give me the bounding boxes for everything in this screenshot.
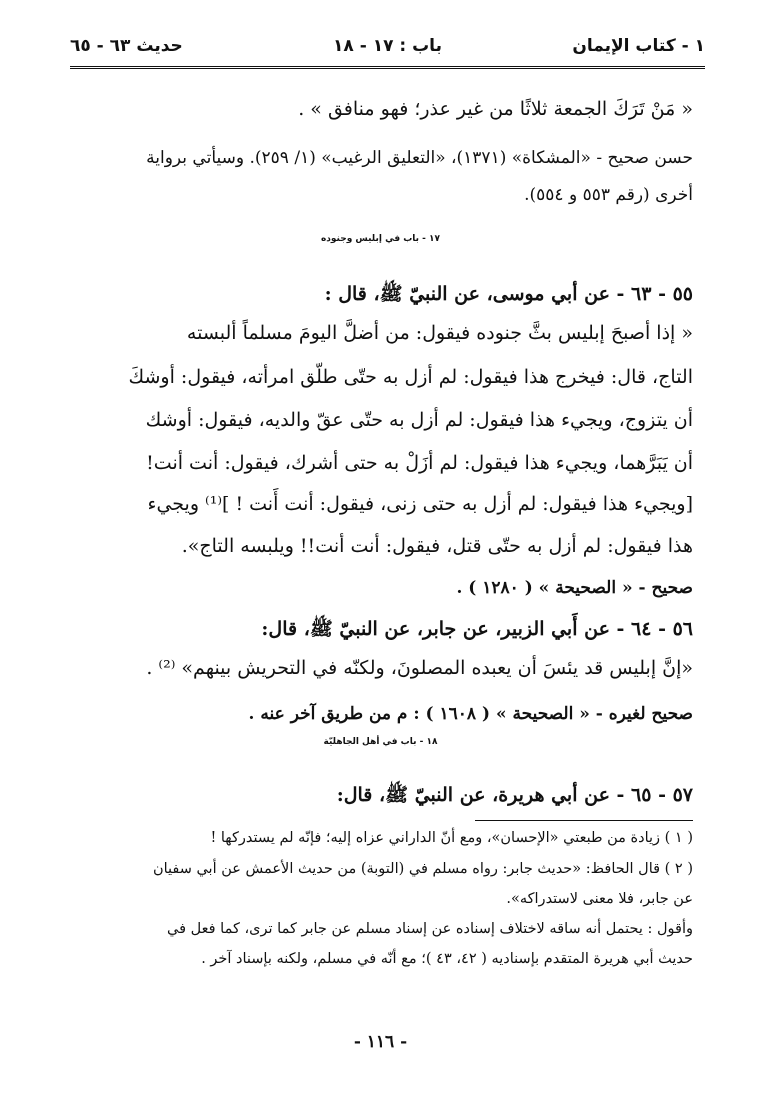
grading-line: أخرى (رقم ٥٥٣ و ٥٥٤). [524, 185, 693, 205]
chapter-heading-18: ١٨ - باب في أهل الجاهليّة [323, 737, 438, 747]
header-hadith-range: حديث ٦٣ - ٦٥ [70, 36, 183, 56]
footnote-1: ( ١ ) زيادة من طبعتي «الإحسان»، ومع أنّ الداراني عزاه إليه؛ فإنّه لم يستدركها ! [210, 830, 693, 846]
footnote-divider [475, 820, 693, 821]
hadith-text-line: أن يَبَرَّهما، ويجيء هذا فيقول: لم أزَلْ به حتى أشرك، فيقول: أنت أنت! [146, 452, 693, 474]
hadith-text-line: هذا فيقول: لم أزل به حتّى قتل، فيقول: أنت أنت!! ويلبسه التاج». [181, 535, 693, 557]
hadith-text-line: « مَنْ تَرَكَ الجمعة ثلاثًا من غير عذر؛ فهو منافق » . [298, 98, 693, 120]
grading-line: صحيح - « الصحيحة » ( ١٢٨٠ ) . [456, 578, 693, 598]
hadith-number-line: ٥٥ - ٦٣ - عن أبي موسى، عن النبيّ ﷺ، قال : [324, 283, 693, 305]
hadith-text-line: [ويجيء هذا فيقول: لم أزل به حتى زنى، فيقول: أنت أَنت ! ]⁽¹⁾ ويجيء [147, 493, 693, 515]
hadith-text-line: «إنَّ إبليس قد يئسَ أن يعبده المصلونَ، ولكنّه في التحريش بينهم» ⁽²⁾ . [146, 657, 693, 679]
running-header [70, 30, 705, 64]
hadith-number-line: ٥٦ - ٦٤ - عن أَبي الزبير، عن جابر، عن النبيّ ﷺ، قال: [261, 618, 693, 640]
grading-line: حسن صحيح - «المشكاة» (١٣٧١)، «التعليق الرغيب» (١/ ٢٥٩). وسيأتي برواية [146, 148, 693, 168]
footnote-2-continued: وأقول : يحتمل أنه ساقه لاختلاف إسناده عن إسناد مسلم عن جابر كما ترى، كما فعل في [167, 921, 693, 937]
hadith-text-line: أن يتزوج، ويجيء هذا فيقول: لم أزل به حتّى عقّ والديه، فيقول: أوشك [145, 409, 693, 431]
hadith-number-line: ٥٧ - ٦٥ - عن أبي هريرة، عن النبيّ ﷺ، قال: [336, 784, 693, 806]
footnote-2: ( ٢ ) قال الحافظ: «حديث جابر: رواه مسلم في (التوبة) من حديث الأعمش عن أبي سفيان [152, 861, 693, 877]
hadith-text-line: « إذا أصبحَ إبليس بثَّ جنوده فيقول: من أضلَّ اليومَ مسلماً ألبسته [186, 322, 693, 344]
header-divider [70, 66, 705, 69]
footnote-2-continued: حديث أبي هريرة المتقدم بإسناديه ( ٤٢، ٤٣ )؛ مع أنّه في مسلم، ولكنه بإسناد آخر . [201, 951, 693, 967]
header-chapter-range: باب : ١٧ - ١٨ [333, 36, 442, 56]
header-book-title: ١ - كتاب الإيمان [572, 36, 705, 56]
chapter-heading-17: ١٧ - باب في إبليس وجنوده [320, 234, 441, 244]
hadith-text-line: التاج، قال: فيخرج هذا فيقول: لم أزل به حتّى طلّق امرأته، فيقول: أوشكَ [128, 366, 693, 388]
grading-line: صحيح لغيره - « الصحيحة » ( ١٦٠٨ ) : م من طريق آخر عنه . [248, 704, 693, 724]
footnote-2-continued: عن جابر، فلا معنى لاستدراكه». [506, 891, 693, 907]
page-number: - ١١٦ - [353, 1032, 408, 1052]
